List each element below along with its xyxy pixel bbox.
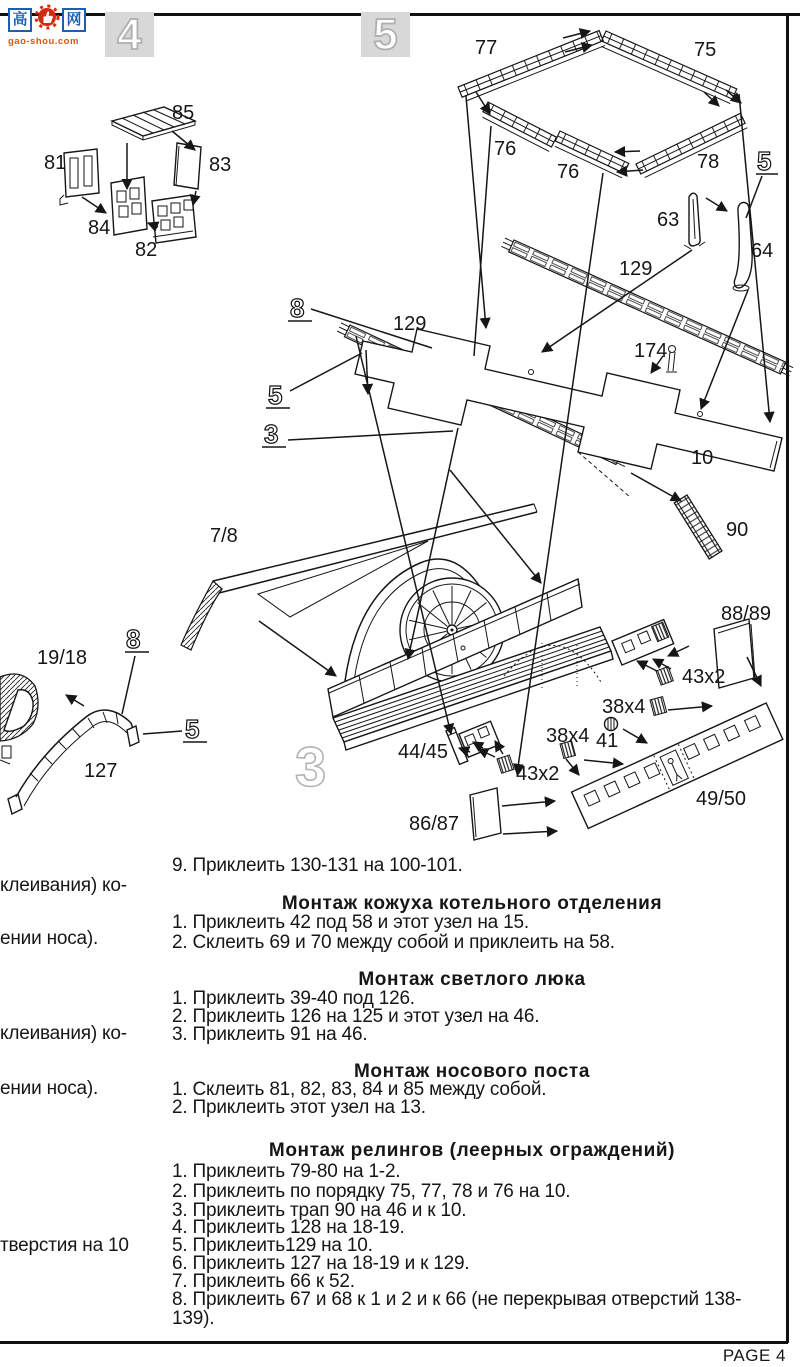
left-column-fragment: клеивания) ко- bbox=[0, 875, 127, 896]
vent-parts-63-64 bbox=[684, 176, 762, 291]
instruction-line: 8. Приклеить 67 и 68 к 1 и 2 и к 66 (не перекрывая отверстий 138-139). bbox=[172, 1289, 742, 1329]
left-column-fragment: тверстия на 10 bbox=[0, 1235, 129, 1256]
label-part-10: 10 bbox=[691, 447, 714, 469]
label-part-127: 127 bbox=[84, 760, 118, 782]
section-heading-boiler: Монтаж кожуха котельного отделения bbox=[281, 893, 663, 914]
instruction-item-9: 9. Приклеить 130-131 на 100-101. bbox=[172, 855, 463, 876]
ref-step8-rail: 8 bbox=[290, 293, 305, 323]
step4-bow-post-group bbox=[60, 107, 201, 243]
instruction-line: 1. Приклеить 79-80 на 1-2. bbox=[172, 1161, 401, 1182]
label-part-85: 85 bbox=[172, 102, 195, 124]
label-part-77: 77 bbox=[475, 37, 498, 59]
label-part-19-18: 19/18 bbox=[37, 647, 88, 669]
instruction-line: 3. Приклеить трап 90 на 46 и к 10. bbox=[172, 1200, 467, 1221]
label-part-82: 82 bbox=[135, 239, 158, 261]
label-part-76-left: 76 bbox=[494, 138, 517, 160]
ladder-90 bbox=[674, 495, 722, 559]
railing-78 bbox=[636, 113, 747, 178]
ref-step5-curve: 5 bbox=[185, 714, 200, 744]
label-part-64: 64 bbox=[751, 240, 774, 262]
label-part-44-45: 44/45 bbox=[398, 741, 449, 763]
instruction-line: 2. Склеить 69 и 70 между собой и приклеить на 58. bbox=[172, 932, 615, 953]
label-part-76-mid: 76 bbox=[557, 161, 580, 183]
label-part-43x2-bottom: 43x2 bbox=[516, 763, 560, 785]
label-part-83: 83 bbox=[209, 154, 232, 176]
label-part-63: 63 bbox=[657, 209, 680, 231]
label-part-78: 78 bbox=[697, 151, 720, 173]
wall-49-50 bbox=[572, 703, 783, 828]
label-part-38x4-bottom: 38x4 bbox=[546, 725, 590, 747]
label-part-41: 41 bbox=[596, 730, 619, 752]
paddle-wheel-assembly bbox=[328, 559, 613, 750]
step-badge-5: 5 bbox=[361, 12, 410, 57]
watermark-char-right: 网 bbox=[62, 8, 86, 32]
instruction-line: 1. Приклеить 39-40 под 126. bbox=[172, 988, 415, 1009]
section-heading-skylight: Монтаж светлого люка bbox=[358, 969, 586, 990]
label-part-84: 84 bbox=[88, 217, 111, 239]
left-column-fragment: ении носа). bbox=[0, 928, 99, 949]
step-badge-4: 4 bbox=[105, 12, 154, 57]
label-part-43x2-top: 43x2 bbox=[682, 666, 726, 688]
instruction-line: 3. Приклеить 91 на 46. bbox=[172, 1024, 368, 1045]
instruction-line: 5. Приклеить129 на 10. bbox=[172, 1235, 373, 1256]
label-part-88-89: 88/89 bbox=[721, 603, 772, 625]
instruction-line: 2. Приклеить по порядку 75, 77, 78 и 76 на 10. bbox=[172, 1181, 571, 1202]
ref-step3-big: 3 bbox=[295, 735, 327, 798]
watermark-char-left: 高 bbox=[8, 8, 32, 32]
label-part-49-50: 49/50 bbox=[696, 788, 747, 810]
label-part-174: 174 bbox=[634, 340, 668, 362]
wall-fragment-44-45-side bbox=[459, 721, 500, 757]
frame-38-top bbox=[650, 697, 667, 716]
left-column-fragment: ении носа). bbox=[0, 1078, 99, 1099]
section-heading-railings: Монтаж релингов (леерных ограждений) bbox=[268, 1140, 676, 1161]
label-part-129-left: 129 bbox=[393, 313, 427, 335]
instruction-line: 6. Приклеить 127 на 18-19 и к 129. bbox=[172, 1253, 470, 1274]
instruction-line: 2. Приклеить этот узел на 13. bbox=[172, 1097, 426, 1118]
window-frame-43-bottom bbox=[497, 755, 514, 773]
railing-76-left bbox=[481, 102, 557, 151]
wheelbox-19-18 bbox=[0, 674, 38, 764]
ref-step8-curve: 8 bbox=[126, 624, 141, 654]
instruction-line: 4. Приклеить 128 на 18-19. bbox=[172, 1217, 405, 1238]
ref-step3-deck: 3 bbox=[264, 419, 279, 449]
ref-step5-top: 5 bbox=[757, 146, 772, 176]
label-part-38x4-top: 38x4 bbox=[602, 696, 646, 718]
label-part-7-8: 7/8 bbox=[210, 525, 238, 547]
section-heading-bow-post: Монтаж носового поста bbox=[354, 1061, 590, 1082]
end-wall-86-87 bbox=[470, 788, 501, 840]
watermark-site: gao-shou.com bbox=[8, 36, 79, 47]
page-bottom-rule bbox=[0, 1341, 788, 1344]
label-part-90: 90 bbox=[726, 519, 749, 541]
ref-step5-rail: 5 bbox=[268, 380, 283, 410]
label-part-81: 81 bbox=[44, 152, 67, 174]
wall-fragment-upper bbox=[612, 620, 674, 665]
instruction-line: 1. Приклеить 42 под 58 и этот узел на 15. bbox=[172, 912, 529, 933]
label-part-75: 75 bbox=[694, 39, 717, 61]
label-part-86-87: 86/87 bbox=[409, 813, 460, 835]
left-column-fragment: клеивания) ко- bbox=[0, 1023, 127, 1044]
instruction-line: 2. Приклеить 126 на 125 и этот узел на 46. bbox=[172, 1006, 540, 1027]
page-number: PAGE 4 bbox=[722, 1346, 786, 1365]
instruction-line: 1. Склеить 81, 82, 83, 84 и 85 между собой. bbox=[172, 1079, 547, 1100]
instruction-line: 7. Приклеить 66 к 52. bbox=[172, 1271, 355, 1292]
part-41 bbox=[605, 718, 618, 731]
label-part-129-right: 129 bbox=[619, 258, 653, 280]
